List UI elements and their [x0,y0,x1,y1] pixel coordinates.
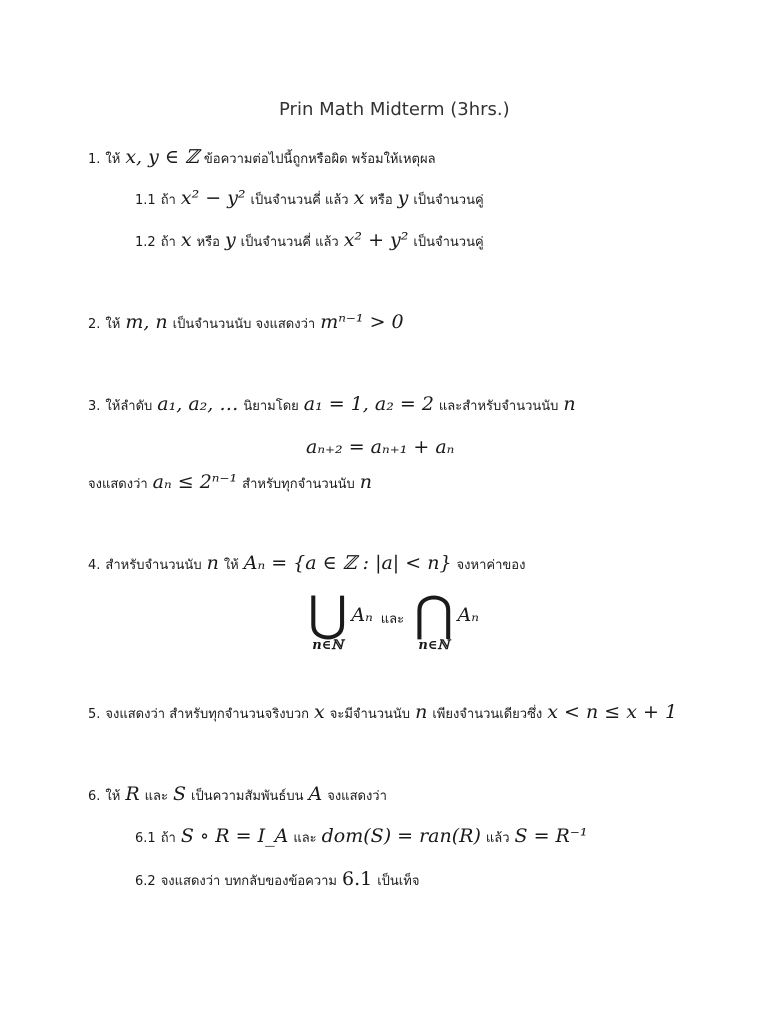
q6-2-number: 6.2 [135,874,156,889]
q1-give: ให้ [105,152,121,167]
q3-n: n [563,393,576,415]
q5-x: x [314,701,325,723]
q2-give: ให้ [105,317,121,332]
q5-text3: เพียงจำนวนเดียวซึ่ง [432,707,543,722]
q5-math: x < n ≤ x + 1 [547,701,678,723]
question-3-claim [88,471,372,494]
q5-text2: จะมีจำนวนนับ [329,707,411,722]
q6-1-and: และ [293,831,317,846]
question-2 [88,311,404,334]
q6-2-text1: จงแสดงว่า บทกลับของข้อความ [160,874,337,889]
question-6-1 [135,825,588,848]
question-1-2 [135,229,484,252]
question-6-2 [135,868,419,891]
q1-2-or: หรือ [196,235,220,250]
q1-1-if: ถ้า [160,193,176,208]
q6-S: S [172,783,186,805]
q6-and: และ [144,789,168,804]
q1-1-math: x² − y² [180,187,246,209]
big-union-symbol: ⋃ [308,586,348,642]
q3-n-2: n [359,471,372,493]
q3-math2: a₁ = 1, a₂ = 2 [303,393,434,415]
question-4 [88,552,525,575]
q3-text2: นิยามโดย [243,399,299,414]
q3-math3: aₙ ≤ 2ⁿ⁻¹ [152,471,238,493]
q3-text1: ให้ลำดับ [105,399,153,414]
q1-1-text1: เป็นจำนวนคี่ แล้ว [250,193,349,208]
intersection-index: n∈ℕ [418,638,450,653]
q3-text5: สำหรับทุกจำนวนนับ [242,477,355,492]
union-index: n∈ℕ [312,638,344,653]
q4-give: ให้ [223,558,239,573]
q1-number: 1. [88,152,101,167]
q6-1-math3: S = R⁻¹ [514,825,588,847]
q6-give: ให้ [105,789,121,804]
q6-A: A [308,783,323,805]
q6-1-then: แล้ว [485,831,510,846]
q6-text2: จงแสดงว่า [327,789,387,804]
q1-math: x, y ∈ ℤ [125,146,199,168]
q4-text2: จงหาค่าของ [456,558,526,573]
question-6 [88,783,387,806]
q1-1-number: 1.1 [135,193,156,208]
q1-1-x: x [353,187,365,209]
q2-text1: เป็นจำนวนนับ จงแสดงว่า [172,317,316,332]
q3-math1: a₁, a₂, … [157,393,239,415]
q3-recurrence [306,436,454,458]
q1-2-text1: เป็นจำนวนคี่ แล้ว [240,235,339,250]
question-1 [88,146,436,169]
q4-number: 4. [88,558,101,573]
q6-1-if: ถ้า [160,831,176,846]
q1-1-or: หรือ [369,193,393,208]
q1-1-y: y [397,187,409,209]
q1-text: ข้อความต่อไปนี้ถูกหรือผิด พร้อมให้เหตุผล [203,152,436,167]
q6-number: 6. [88,789,101,804]
q6-1-math1: S ∘ R = I_A [180,825,289,847]
q1-2-math: x² + y² [343,229,409,251]
q6-1-number: 6.1 [135,831,156,846]
intersection-set: Aₙ [457,604,479,626]
q4-and: และ [380,612,405,627]
q4-math: Aₙ = {a ∈ ℤ : |a| < n} [243,552,452,574]
q3-recurrence-math: aₙ₊₂ = aₙ₊₁ + aₙ [306,436,455,458]
q4-set-expressions [308,586,479,653]
q1-1-text2: เป็นจำนวนคู่ [413,193,484,208]
q5-n: n [415,701,428,723]
question-3 [88,393,576,416]
q4-text1: สำหรับจำนวนนับ [105,558,202,573]
q1-2-x: x [180,229,192,251]
q6-2-ref: 6.1 [342,868,373,890]
q2-number: 2. [88,317,101,332]
q5-number: 5. [88,707,101,722]
union-set: Aₙ [351,604,373,626]
q3-text3: และสำหรับจำนวนนับ [438,399,559,414]
q6-text1: เป็นความสัมพันธ์บน [191,789,304,804]
intersection-block [414,586,454,653]
q6-2-text2: เป็นเท็จ [377,874,420,889]
q6-R: R [125,783,140,805]
page-title: Prin Math Midterm (3hrs.) [279,99,510,120]
q3-text4: จงแสดงว่า [88,477,148,492]
q2-math2: mⁿ⁻¹ > 0 [320,311,404,333]
q1-2-text2: เป็นจำนวนคู่ [413,235,484,250]
q5-text1: จงแสดงว่า สำหรับทุกจำนวนจริงบวก [105,707,310,722]
q2-math1: m, n [125,311,168,333]
q3-number: 3. [88,399,101,414]
q4-n: n [206,552,219,574]
question-1-1 [135,187,484,210]
q1-2-if: ถ้า [160,235,176,250]
q1-2-number: 1.2 [135,235,156,250]
big-intersection-symbol: ⋂ [414,586,454,642]
question-5 [88,701,677,724]
q1-2-y: y [224,229,236,251]
union-block [308,586,348,653]
q6-1-math2: dom(S) = ran(R) [321,825,481,847]
